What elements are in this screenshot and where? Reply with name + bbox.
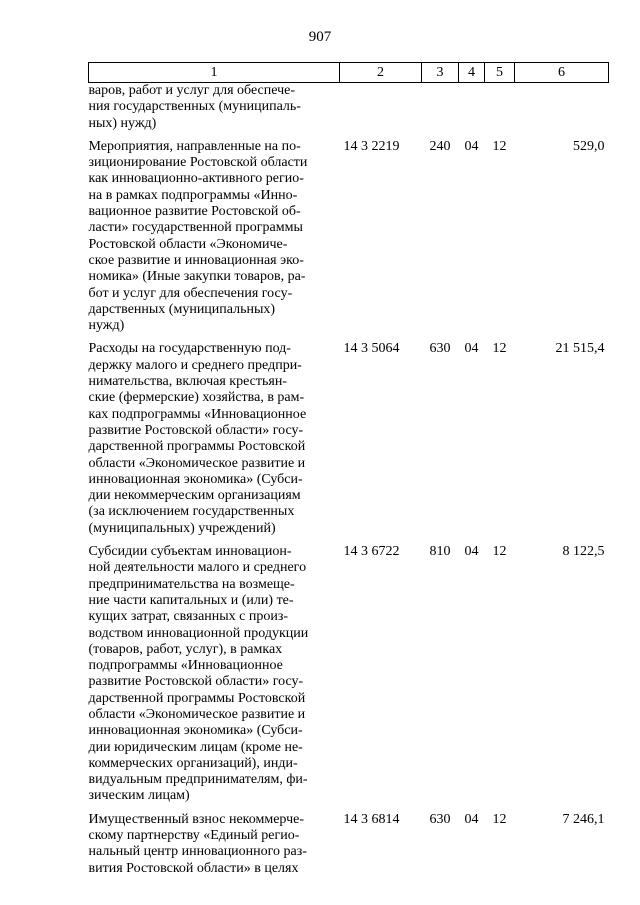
row-code: 14 3 2219 — [343, 138, 400, 154]
header-col-3: 3 — [422, 63, 459, 83]
row-expense-type: 630 — [429, 811, 451, 827]
row-code — [340, 83, 422, 132]
row-code: 14 3 6722 — [343, 544, 400, 560]
header-col-6: 6 — [515, 63, 609, 83]
table-row — [89, 805, 609, 877]
row-section: 04 — [464, 811, 479, 827]
table-row — [89, 537, 609, 805]
row-amount: 8 122,5 — [562, 544, 605, 560]
budget-table — [88, 62, 609, 877]
row-amount: 21 515,4 — [555, 341, 605, 357]
row-subsection: 12 — [492, 544, 507, 560]
header-col-2: 2 — [340, 63, 422, 83]
row-description: Мероприятия, направленные на по- зиционирование Ростовской области как инновационно-активного регио- на в рамках подпрограммы «Инно- вационное развитие Ростовской об- ласти» государственной программы Ростовской области «Экономиче- ское развитие и инновационная эко- номика» (Иные закупки товаров, ра- бот и услуг для обеспечения госу- дарственных (муниципальных) нужд) — [88, 138, 308, 334]
table-row — [89, 132, 609, 335]
row-section: 04 — [464, 138, 479, 154]
row-amount: 7 246,1 — [562, 811, 605, 827]
row-expense-type: 810 — [429, 544, 451, 560]
row-code: 14 3 6814 — [343, 811, 400, 827]
header-col-4: 4 — [459, 63, 485, 83]
row-subsection: 12 — [492, 138, 507, 154]
row-expense-type — [422, 83, 459, 132]
row-section: 04 — [464, 341, 479, 357]
row-subsection — [485, 83, 515, 132]
header-col-5: 5 — [485, 63, 515, 83]
row-description: варов, работ и услуг для обеспече- ния государственных (муниципаль- ных) нужд) — [88, 83, 301, 131]
header-col-1: 1 — [89, 63, 340, 83]
row-section — [459, 83, 485, 132]
row-amount: 529,0 — [573, 138, 605, 154]
table-row — [89, 83, 609, 132]
row-description: Расходы на государственную под- держку малого и среднего предпри- нимательства, включая крестьян- ские (фермерские) хозяйства, в рам- ках подпрограммы «Инновационное развитие Ростовской области» госу- дарственной программы Ростовской области «Экономическое развитие и инновационная экономика» (Субси- дии некоммерческим организациям (за исключением государственных (муниципальных) учреждений) — [88, 341, 307, 536]
row-amount — [515, 83, 609, 132]
page-number: 907 — [308, 29, 332, 45]
row-expense-type: 240 — [429, 138, 451, 154]
row-subsection: 12 — [492, 811, 507, 827]
row-section: 04 — [464, 544, 479, 560]
row-description: Имущественный взнос некоммерче- скому партнерству «Единый регио- нальный центр инновационного раз- вития Ростовской области» в целях — [88, 811, 307, 876]
table-row — [89, 334, 609, 537]
row-description: Субсидии субъектам инновацион- ной деятельности малого и среднего предпринимательства на возмеще- ние части капитальных и (или) те- кущих затрат, связанных с произ- водством инновационной продукции (товаров, работ, услуг), в рамках подпрограммы «Инновационное развитие Ростовской области» госу- дарственной программы Ростовской области «Экономическое развитие и инновационная экономика» (Субси- дии юридическим лицам (кроме не- коммерческих организаций), инди- видуальным предпринимателям, фи- зическим лицам) — [88, 544, 309, 804]
row-code: 14 3 5064 — [343, 341, 400, 357]
header-row — [89, 63, 609, 83]
row-subsection: 12 — [492, 341, 507, 357]
row-expense-type: 630 — [429, 341, 451, 357]
